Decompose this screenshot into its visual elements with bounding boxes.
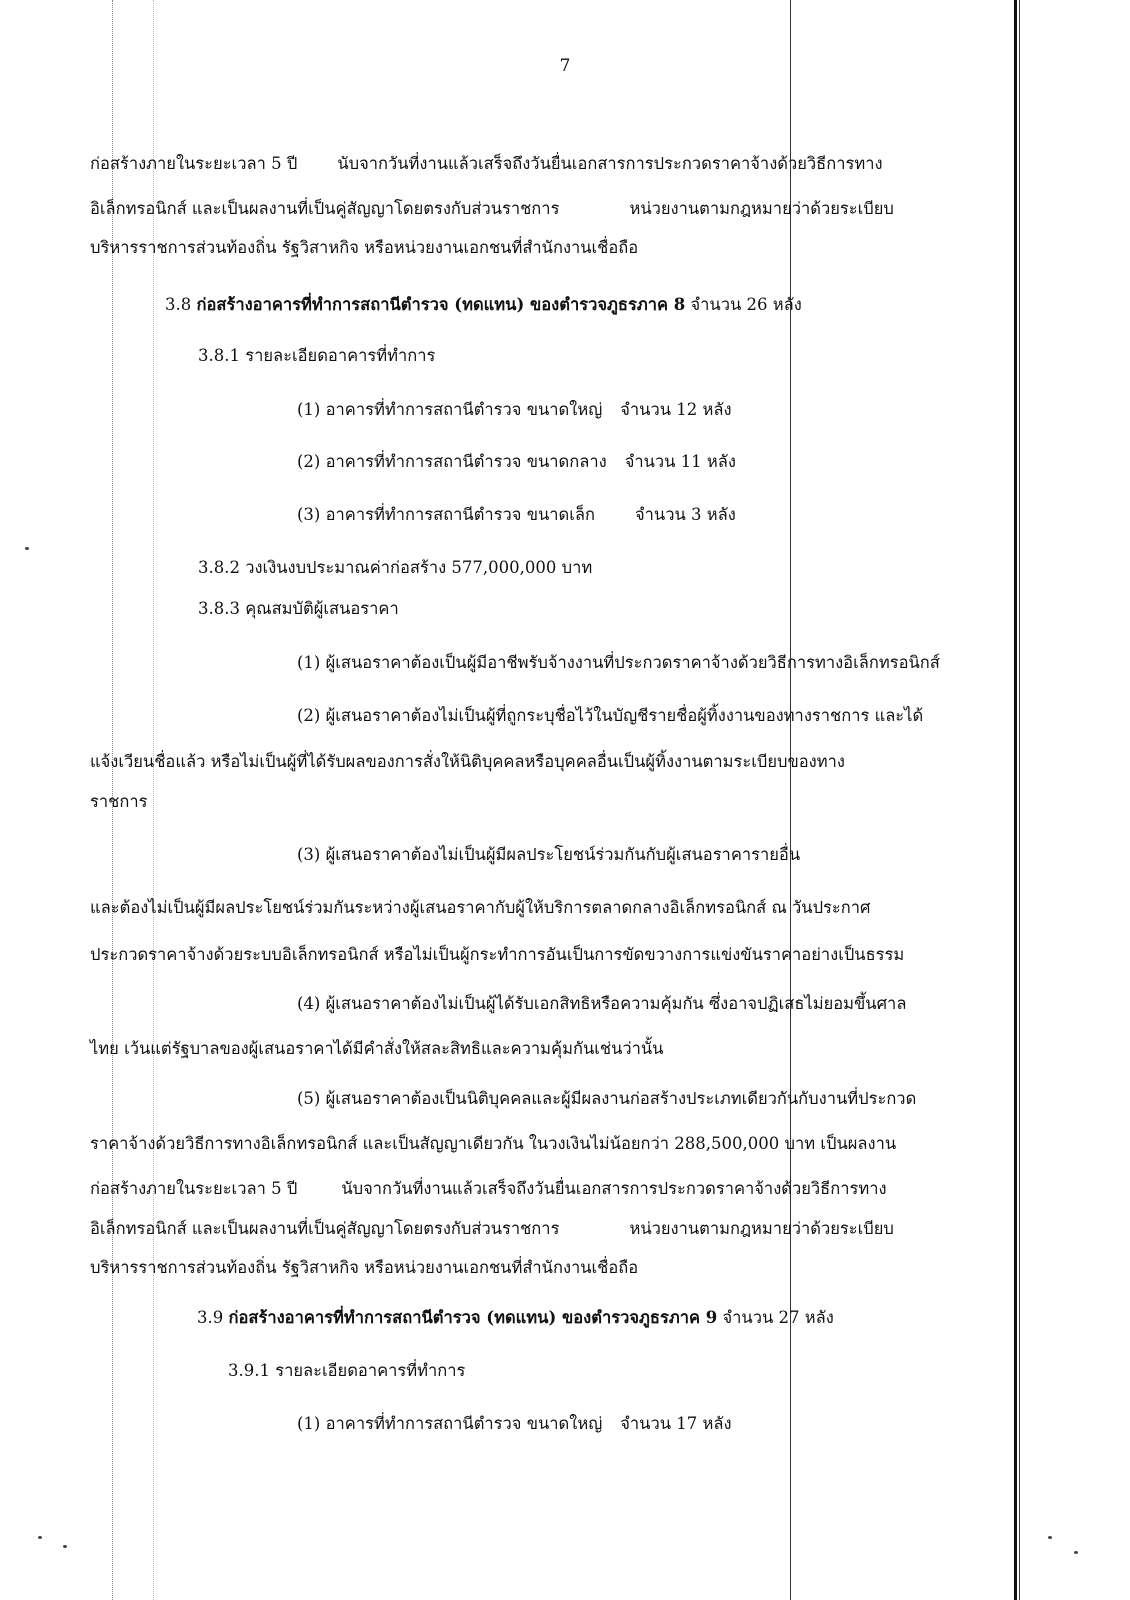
paragraph-line: ราชการ: [90, 792, 148, 811]
scan-speck: [38, 1536, 42, 1539]
paragraph-line: บริหารราชการส่วนท้องถิ่น รัฐวิสาหกิจ หรือหน่วยงานเอกชนที่สำนักงานเชื่อถือ: [90, 238, 639, 257]
paragraph-line: ราคาจ้างด้วยวิธีการทางอิเล็กทรอนิกส์ และเป็นสัญญาเดียวกัน ในวงเงินไม่น้อยกว่า 288,500,000 บาท เป็นผลงาน: [90, 1134, 897, 1153]
paragraph-line: อิเล็กทรอนิกส์ และเป็นผลงานที่เป็นคู่สัญญาโดยตรงกับส่วนราชการ หน่วยงานตามกฎหมายว่าด้วยระเบียบ: [90, 1219, 894, 1238]
scan-artifact-line: [1019, 0, 1020, 1600]
section-heading-3-8: 3.8 ก่อสร้างอาคารที่ทำการสถานีตำรวจ (ทดแทน) ของตำรวจภูธรภาค 8 จำนวน 26 หลัง: [165, 295, 802, 314]
section-heading-3-9: 3.9 ก่อสร้างอาคารที่ทำการสถานีตำรวจ (ทดแทน) ของตำรวจภูธรภาค 9 จำนวน 27 หลัง: [197, 1308, 834, 1327]
paragraph-line: (4) ผู้เสนอราคาต้องไม่เป็นผู้ได้รับเอกสิทธิหรือความคุ้มกัน ซึ่งอาจปฏิเสธไม่ยอมขึ้นศาล: [297, 994, 907, 1013]
scan-artifact-line: [790, 0, 791, 1600]
paragraph-line: ก่อสร้างภายในระยะเวลา 5 ปี นับจากวันที่งานแล้วเสร็จถึงวันยื่นเอกสารการประกวดราคาจ้างด้วยวิธีการทาง: [90, 154, 883, 173]
subsection-3-9-1: 3.9.1 รายละเอียดอาคารที่ทำการ: [228, 1361, 466, 1380]
paragraph-line: ก่อสร้างภายในระยะเวลา 5 ปี นับจากวันที่งานแล้วเสร็จถึงวันยื่นเอกสารการประกวดราคาจ้างด้วยวิธีการทาง: [90, 1179, 887, 1198]
list-item: (1) อาคารที่ทำการสถานีตำรวจ ขนาดใหญ่ จำนวน 17 หลัง: [297, 1414, 732, 1433]
paragraph-line: บริหารราชการส่วนท้องถิ่น รัฐวิสาหกิจ หรือหน่วยงานเอกชนที่สำนักงานเชื่อถือ: [90, 1258, 639, 1277]
paragraph-line: ประกวดราคาจ้างด้วยระบบอิเล็กทรอนิกส์ หรือไม่เป็นผู้กระทำการอันเป็นการขัดขวางการแข่งขันราคาอย่างเป็นธรรม: [90, 945, 905, 964]
paragraph-line: และต้องไม่เป็นผู้มีผลประโยชน์ร่วมกันระหว่างผู้เสนอราคากับผู้ให้บริการตลาดกลางอิเล็กทรอนิกส์ ณ วันประกาศ: [90, 898, 871, 917]
list-item: (3) อาคารที่ทำการสถานีตำรวจ ขนาดเล็ก จำนวน 3 หลัง: [297, 505, 736, 524]
paragraph-line: ไทย เว้นแต่รัฐบาลของผู้เสนอราคาได้มีคำสั่งให้สละสิทธิและความคุ้มกันเช่นว่านั้น: [90, 1039, 664, 1058]
paragraph-line: (3) ผู้เสนอราคาต้องไม่เป็นผู้มีผลประโยชน์ร่วมกันกับผู้เสนอราคารายอื่น: [297, 845, 801, 864]
list-item: (2) อาคารที่ทำการสถานีตำรวจ ขนาดกลาง จำนวน 11 หลัง: [297, 452, 736, 471]
list-item: (1) อาคารที่ทำการสถานีตำรวจ ขนาดใหญ่ จำนวน 12 หลัง: [297, 400, 732, 419]
scan-speck: [63, 1545, 67, 1548]
page-number: 7: [559, 56, 571, 76]
scan-speck: [25, 547, 29, 550]
subsection-3-8-2: 3.8.2 วงเงินงบประมาณค่าก่อสร้าง 577,000,000 บาท: [198, 558, 593, 577]
subsection-3-8-3: 3.8.3 คุณสมบัติผู้เสนอราคา: [198, 599, 399, 618]
scan-speck: [1074, 1551, 1078, 1554]
subsection-3-8-1: 3.8.1 รายละเอียดอาคารที่ทำการ: [198, 346, 436, 365]
scan-speck: [1048, 1536, 1052, 1539]
paragraph-line: (2) ผู้เสนอราคาต้องไม่เป็นผู้ที่ถูกระบุชื่อไว้ในบัญชีรายชื่อผู้ทิ้งงานของทางราชการ และได้: [297, 706, 924, 725]
paragraph-line: (1) ผู้เสนอราคาต้องเป็นผู้มีอาชีพรับจ้างงานที่ประกวดราคาจ้างด้วยวิธีการทางอิเล็กทรอนิกส์: [297, 653, 940, 672]
paragraph-line: (5) ผู้เสนอราคาต้องเป็นนิติบุคคลและผู้มีผลงานก่อสร้างประเภทเดียวกันกับงานที่ประกวด: [297, 1089, 917, 1108]
paragraph-line: อิเล็กทรอนิกส์ และเป็นผลงานที่เป็นคู่สัญญาโดยตรงกับส่วนราชการ หน่วยงานตามกฎหมายว่าด้วยระเบียบ: [90, 199, 894, 218]
scan-artifact-border: [1014, 0, 1017, 1600]
paragraph-line: แจ้งเวียนชื่อแล้ว หรือไม่เป็นผู้ที่ได้รับผลของการสั่งให้นิติบุคคลหรือบุคคลอื่นเป็นผู้ทิ้งงานตามระเบียบของทาง: [90, 752, 845, 771]
